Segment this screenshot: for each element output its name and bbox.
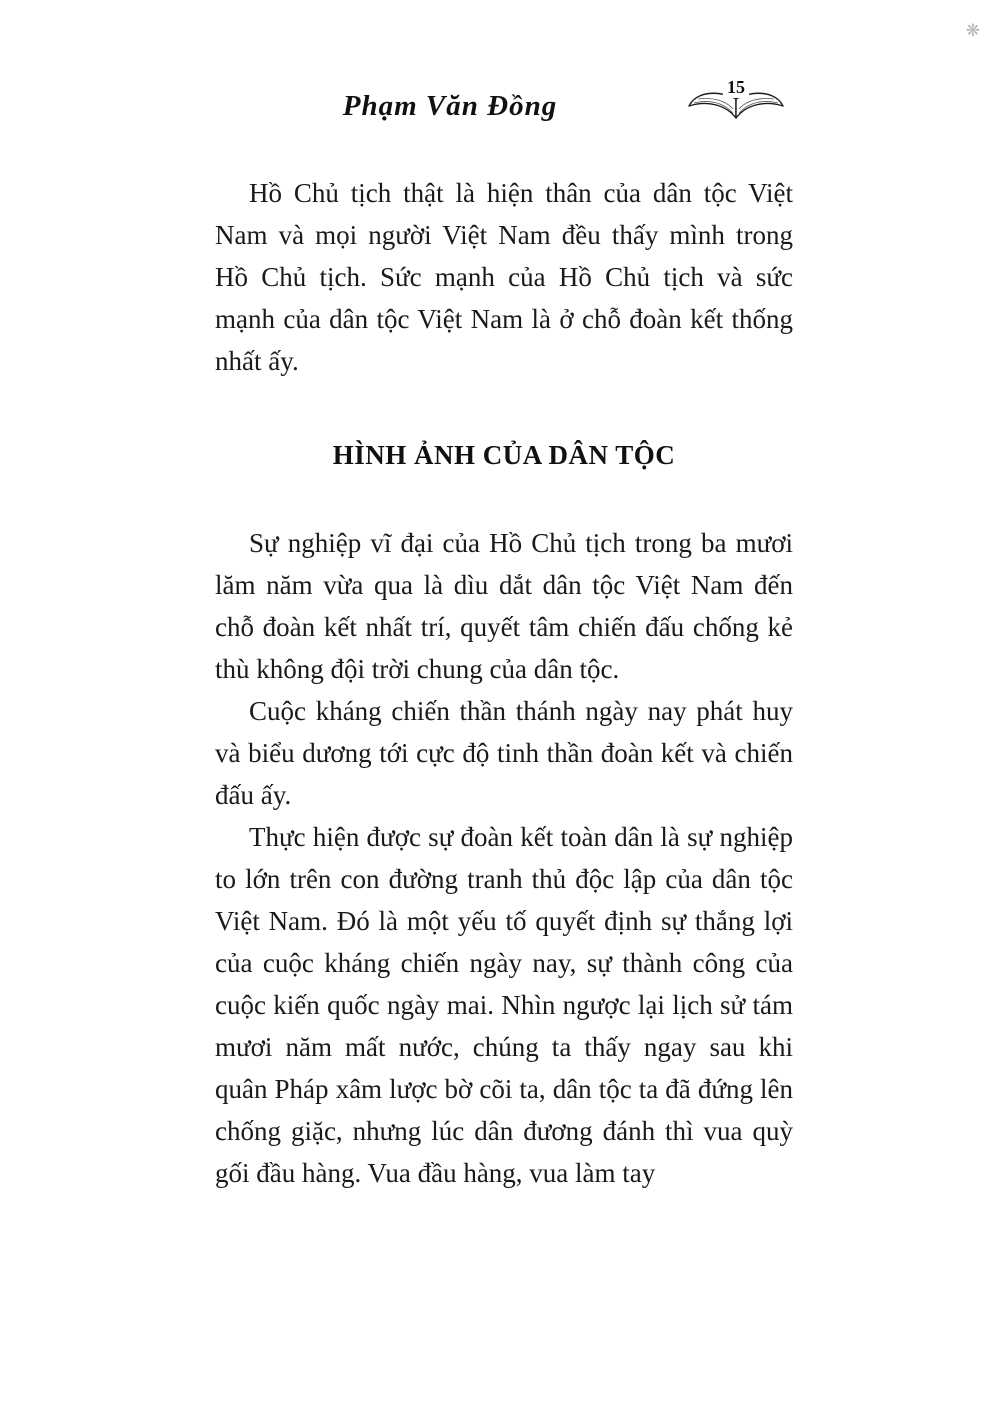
body-paragraph: Cuộc kháng chiến thần thánh ngày nay phát huy và biểu dương tới cực độ tinh thần đoàn kết và chiến đấu ấy. (215, 696, 793, 810)
page-number-ornament (685, 78, 787, 126)
body-paragraph: Sự nghiệp vĩ đại của Hồ Chủ tịch trong ba mươi lăm năm vừa qua là dìu dắt dân tộc Việt Nam đến chỗ đoàn kết nhất trí, quyết tâm chiến đấu chống kẻ thù không đội trời chung của dân tộc. (215, 528, 793, 684)
page-body (215, 172, 793, 1194)
corner-ornament-icon: ❋ (965, 21, 980, 40)
page-number: 15 (723, 78, 749, 98)
body-paragraph: Thực hiện được sự đoàn kết toàn dân là sự nghiệp to lớn trên con đường tranh thủ độc lập của dân tộc Việt Nam. Đó là một yếu tố quyết định sự thắng lợi của cuộc kháng chiến ngày nay, sự thành công của cuộc kiến quốc ngày mai. Nhìn ngược lại lịch sử tám mươi năm mất nước, chúng ta thấy ngay sau khi quân Pháp xâm lược bờ cõi ta, dân tộc ta đã đứng lên chống giặc, nhưng lúc dân đương đánh thì vua quỳ gối đầu hàng. Vua đầu hàng, vua làm tay (215, 822, 793, 1188)
intro-paragraph: Hồ Chủ tịch thật là hiện thân của dân tộc Việt Nam và mọi người Việt Nam đều thấy mình trong Hồ Chủ tịch. Sức mạnh của Hồ Chủ tịch và sức mạnh của dân tộc Việt Nam là ở chỗ đoàn kết thống nhất ấy. (215, 178, 793, 376)
section-title: HÌNH ẢNH CỦA DÂN TỘC (332, 440, 676, 470)
header-author-name: Phạm Văn Đồng (342, 90, 558, 122)
